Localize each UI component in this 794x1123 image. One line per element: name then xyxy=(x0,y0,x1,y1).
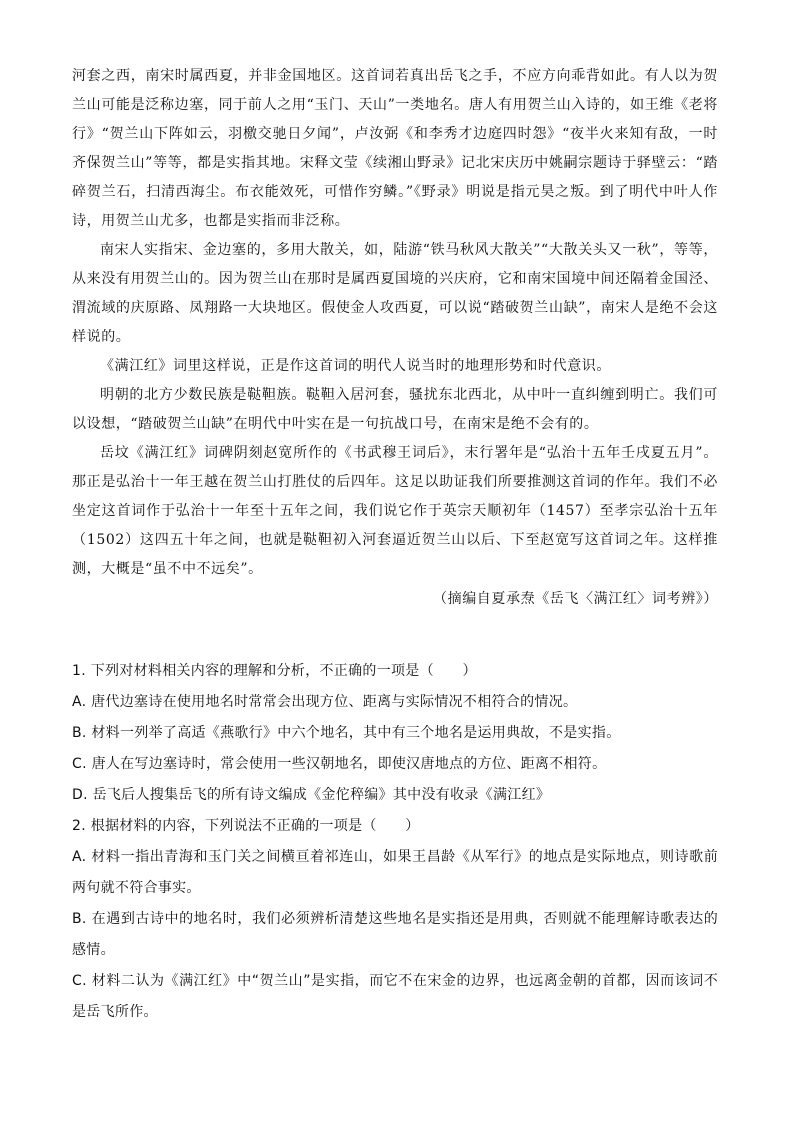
question-1-option-c: C. 唐人在写边塞诗时，常会使用一些汉朝地名，即使汉唐地点的方位、距离不相符。 xyxy=(72,756,607,772)
question-1-stem: 1. 下列对材料相关内容的理解和分析，不正确的一项是（ ） xyxy=(72,663,477,679)
question-1-option-b: B. 材料一列举了高适《燕歌行》中六个地名，其中有三个地名是运用典故，不是实指。 xyxy=(72,725,621,741)
question-2-option-a: A. 材料一指出青海和玉门关之间横亘着祁连山，如果王昌龄《从军行》的地点是实际地点，则诗歌前两句就不符合事实。 xyxy=(72,849,718,896)
reading-passage xyxy=(72,62,718,614)
question-2-option-b: B. 在遇到古诗中的地名时，我们必须辨析清楚这些地名是实指还是用典，否则就不能理解诗歌表达的感情。 xyxy=(72,911,718,958)
question-2-option-c: C. 材料二认为《满江红》中“贺兰山”是实指，而它不在宋金的边界，也远离金朝的首都，因而该词不是岳飞所作。 xyxy=(72,973,718,1020)
question-section xyxy=(72,656,718,1028)
passage-paragraph-1: 河套之西，南宋时属西夏，并非金国地区。这首词若真出岳飞之手，不应方向乖背如此。有人以为贺兰山可能是泛称边塞，同于前人之用“玉门、天山”一类地名。唐人有用贺兰山入诗的，如王维《老将行》“贺兰山下阵如云，羽檄交驰日夕闻”，卢汝弼《和李秀才边庭四时怨》“夜半火来知有敌，一时齐保贺兰山”等等，都是实指其地。宋释文莹《续湘山野录》记北宋庆历中姚嗣宗题诗于驿壁云：“踏碎贺兰石，扫清西海尘。布衣能效死，可惜作穷鳞。”《野录》明说是指元昊之叛。到了明代中叶人作诗，用贺兰山尤多，也都是实指而非泛称。 xyxy=(72,68,718,229)
question-1-option-a: A. 唐代边塞诗在使用地名时常常会出现方位、距离与实际情况不相符合的情况。 xyxy=(72,694,578,710)
passage-source-citation: （摘编自夏承焘《岳飞〈满江红〉词考辨》） xyxy=(433,591,718,607)
passage-paragraph-3: 《满江红》词里这样说，正是作这首词的明代人说当时的地理形势和时代意识。 xyxy=(100,358,611,374)
question-1-option-d: D. 岳飞后人搜集岳飞的所有诗文编成《金佗稡编》其中没有收录《满江红》 xyxy=(72,787,551,803)
question-2-stem: 2. 根据材料的内容，下列说法不正确的一项是（ ） xyxy=(72,818,420,834)
passage-paragraph-2: 南宋人实指宋、金边塞的，多用大散关，如，陆游“铁马秋风大散关”“大散关头又一秋”，等等，从来没有用贺兰山的。因为贺兰山在那时是属西夏国境的兴庆府，它和南宋国境中间还隔着金国泾、渭流域的庆原路、凤翔路一大块地区。假使金人攻西夏，可以说“踏破贺兰山缺”，南宋人是绝不会这样说的。 xyxy=(72,242,718,345)
passage-paragraph-4: 明朝的北方少数民族是鞑靼族。鞑靼入居河套，骚扰东北西北，从中叶一直纠缠到明亡。我们可以设想，“踏破贺兰山缺”在明代中叶实在是一句抗战口号，在南宋是绝不会有的。 xyxy=(72,387,718,432)
passage-paragraph-5: 岳坟《满江红》词碑阴刻赵宽所作的《书武穆王词后》，末行署年是“弘治十五年壬戌夏五月”。那正是弘治十一年王越在贺兰山打胜仗的后四年。这足以助证我们所要推测这首词的作年。我们不必坐定这首词作于弘治十一年至十五年之间，我们说它作于英宗天顺初年（1457）至孝宗弘治十五年（1502）这四五十年之间，也就是鞑靼初入河套逼近贺兰山以后、下至赵宽写这首词之年。这样推测，大概是“虽不中不远矣”。 xyxy=(72,445,718,577)
